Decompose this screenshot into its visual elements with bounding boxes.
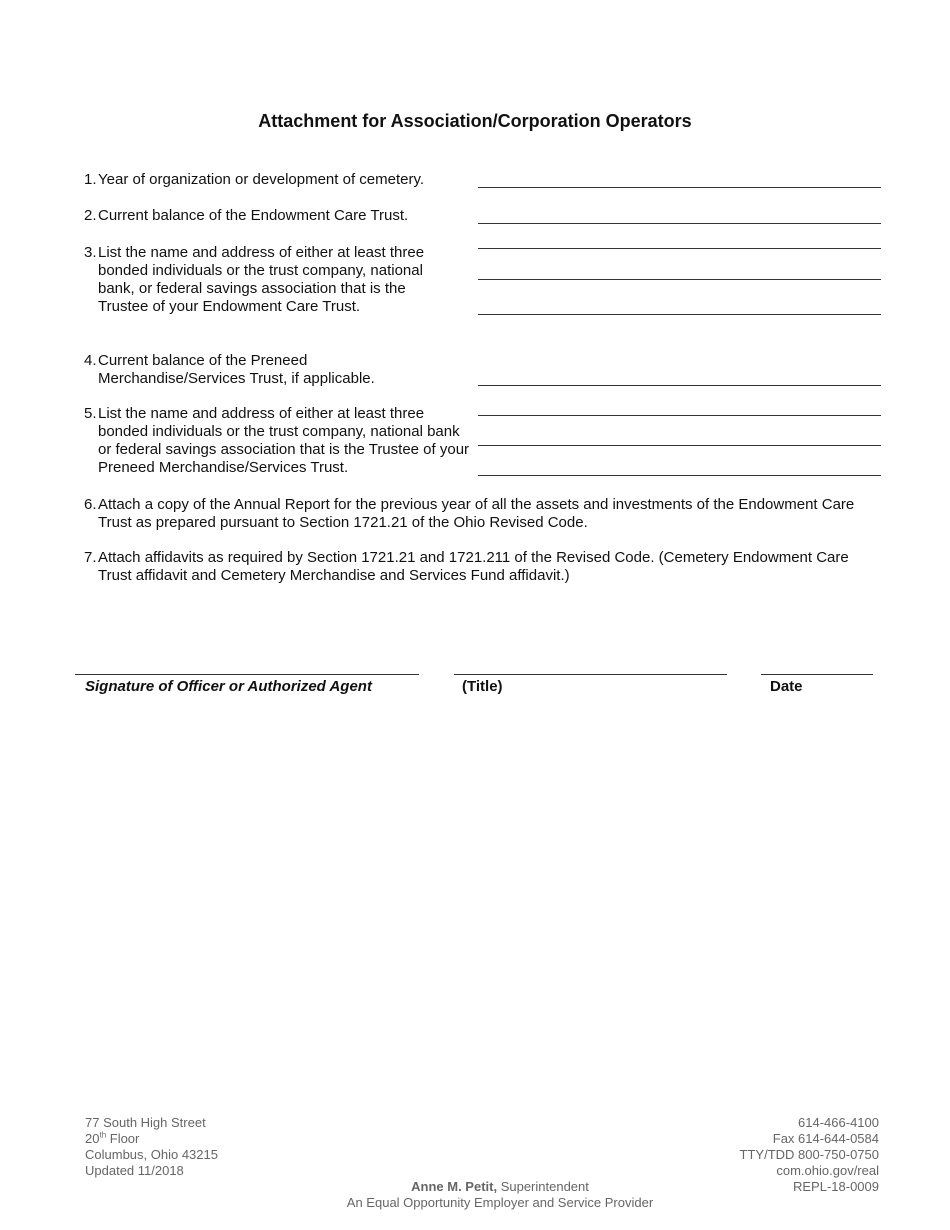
- superintendent-name: Anne M. Petit,: [411, 1179, 498, 1194]
- tty-number: TTY/TDD 800-750-0750: [739, 1147, 879, 1162]
- question-text: Current balance of the Preneed Merchandise/Services Trust, if applicable.: [98, 352, 375, 387]
- answer-line-3b[interactable]: [478, 279, 881, 280]
- question-7: [84, 549, 864, 585]
- question-text: Attach a copy of the Annual Report for the previous year of all the assets and investments of the Endowment Care Trust as prepared pursuant to Section 1721.21 of the Ohio Revised Code.: [98, 496, 855, 531]
- address-floor: 20th Floor: [85, 1130, 140, 1146]
- updated-date: Updated 11/2018: [85, 1163, 184, 1178]
- website: com.ohio.gov/real: [776, 1163, 879, 1178]
- phone-number: 614-466-4100: [798, 1115, 879, 1130]
- date-line[interactable]: [761, 674, 873, 675]
- question-4: [84, 352, 400, 388]
- form-number: REPL-18-0009: [793, 1179, 879, 1194]
- date-label: Date: [770, 678, 803, 695]
- address-city: Columbus, Ohio 43215: [85, 1147, 218, 1162]
- answer-line-5a[interactable]: [478, 415, 881, 416]
- superintendent-title: Superintendent: [497, 1179, 589, 1194]
- question-number: 6.: [84, 496, 97, 513]
- question-text: Attach affidavits as required by Section 1721.21 and 1721.211 of the Revised Code. (Cemetery Endowment Care Trust affidavit and Cemetery Merchandise and Services Fund affidavit.): [98, 549, 849, 584]
- question-3: [84, 244, 454, 316]
- signature-line[interactable]: [75, 674, 419, 675]
- answer-line-5c[interactable]: [478, 475, 881, 476]
- question-number: 3.: [84, 244, 97, 261]
- question-number: 4.: [84, 352, 97, 369]
- question-1: [84, 171, 464, 189]
- question-6: [84, 496, 864, 532]
- answer-line-4[interactable]: [478, 385, 881, 386]
- fax-number: Fax 614-644-0584: [772, 1131, 879, 1146]
- answer-line-3a[interactable]: [478, 248, 881, 249]
- footer-contact: [740, 1115, 879, 1195]
- question-text: Current balance of the Endowment Care Trust.: [98, 207, 409, 224]
- question-number: 2.: [84, 207, 97, 224]
- question-number: 5.: [84, 405, 97, 422]
- question-2: [84, 207, 464, 225]
- question-number: 1.: [84, 171, 97, 188]
- answer-line-5b[interactable]: [478, 445, 881, 446]
- form-title: Attachment for Association/Corporation Operators: [258, 111, 692, 131]
- title-label: (Title): [462, 678, 503, 695]
- question-5: [84, 405, 476, 477]
- question-text: List the name and address of either at least three bonded individuals or the trust company, national bank or federal savings association that is the Trustee of your Preneed Merchandise/Services Trust.: [98, 405, 470, 476]
- answer-line-3c[interactable]: [478, 314, 881, 315]
- answer-line-2[interactable]: [478, 223, 881, 224]
- question-text: List the name and address of either at least three bonded individuals or the trust company, national bank, or federal savings association that is the Trustee of your Endowment Care Trust.: [98, 244, 425, 315]
- title-line[interactable]: [454, 674, 727, 675]
- signature-label: Signature of Officer or Authorized Agent: [85, 678, 372, 695]
- question-number: 7.: [84, 549, 97, 566]
- question-text: Year of organization or development of cemetery.: [98, 171, 425, 188]
- answer-line-1[interactable]: [478, 187, 881, 188]
- address-street: 77 South High Street: [85, 1115, 206, 1130]
- footer-address: [85, 1115, 218, 1179]
- eeo-statement: An Equal Opportunity Employer and Service Provider: [346, 1195, 654, 1210]
